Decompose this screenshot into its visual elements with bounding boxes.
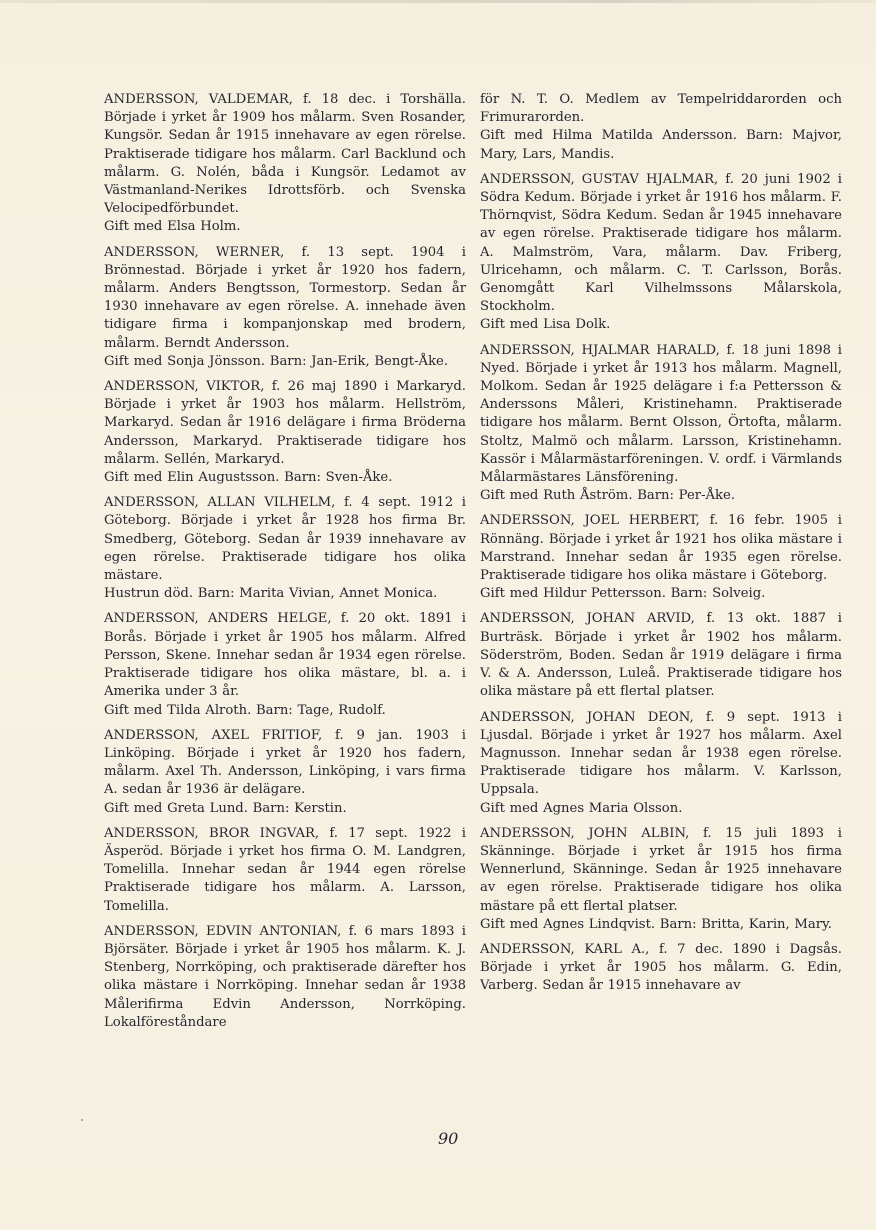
biography-entry — [104, 727, 466, 818]
biography-entry — [104, 91, 466, 237]
entry-family: Gift med Tilda Alroth. Barn: Tage, Rudolf. — [104, 702, 386, 718]
entry-text: ANDERSSON, KARL A., f. 7 dec. 1890 i Dagsås. Började i yrket år 1905 hos målarm. G. Edin, Varberg. Sedan år 1915 innehavare av — [480, 941, 842, 994]
entry-text: ANDERSSON, BROR INGVAR, f. 17 sept. 1922 i Äsperöd. Började i yrket hos firma O. M. Landgren, Tomelilla. Innehar sedan år 1944 egen rörelse Praktiserade tidigare hos målarm. A. Larsson, Tomelilla. — [104, 825, 466, 914]
entry-family: Gift med Hilma Matilda Andersson. Barn: Majvor, Mary, Lars, Mandis. — [480, 128, 842, 162]
page-top-edge — [0, 0, 876, 3]
entry-family: Gift med Sonja Jönsson. Barn: Jan-Erik, Bengt-Åke. — [104, 353, 449, 369]
entry-text: ANDERSSON, EDVIN ANTONIAN, f. 6 mars 1893 i Björsäter. Började i yrket år 1905 hos målarm. K. J. Stenberg, Norrköping, och praktiserade därefter hos olika mästare i Norrköping. Innehar sedan år 1938 Målerifirma Edvin Andersson, Norrköping. Lokalföreståndare — [104, 923, 466, 1030]
page-number: 90 — [438, 1129, 459, 1148]
entry-text: ANDERSSON, JOHAN ARVID, f. 13 okt. 1887 i Burträsk. Började i yrket år 1902 hos målarm. Söderström, Boden. Sedan år 1919 delägare i firma V. & A. Andersson, Luleå. Praktiserade tidigare hos olika mästare på ett flertal platser. — [480, 611, 842, 700]
entry-family: Gift med Lisa Dolk. — [480, 317, 611, 333]
biography-entry — [104, 825, 466, 916]
entry-family: Gift med Agnes Maria Olsson. — [480, 800, 683, 816]
entry-text: ANDERSSON, VIKTOR, f. 26 maj 1890 i Markaryd. Började i yrket år 1903 hos målarm. Hellström, Markaryd. Sedan år 1916 delägare i firma Bröderna Andersson, Markaryd. Praktiserade tidigare hos målarm. Sellén, Markaryd. — [104, 379, 466, 467]
biography-entry — [104, 923, 466, 1032]
entry-text: ANDERSSON, GUSTAV HJALMAR, f. 20 juni 1902 i Södra Kedum. Började i yrket år 1916 hos målarm. F. Thörnqvist, Södra Kedum. Sedan år 1945 innehavare av egen rörelse. Praktiserade tidigare hos målarm. A. Malmström, Vara, målarm. Dav. Friberg, Ulricehamn, och målarm. C. T. Carlsson, Borås. Genomgått Karl Vilhelmssons Målarskola, Stockholm. — [480, 171, 842, 315]
biography-entry — [480, 709, 842, 818]
biography-entry — [480, 512, 842, 603]
entry-text: ANDERSSON, HJALMAR HARALD, f. 18 juni 1898 i Nyed. Började i yrket år 1913 hos målarm. Magnell, Molkom. Sedan år 1925 delägare i f:a Pettersson & Anderssons Måleri, Kristinehamn. Praktiserade tidigare hos målarm. Bernt Olsson, Örtofta, målarm. Stoltz, Malmö och målarm. Larsson, Kristinehamn. Kassör i Målarmästarföreningen. V. ordf. i Värmlands Målarmästares Länsförening. — [480, 342, 842, 486]
biography-entry — [480, 171, 842, 335]
biography-entry — [104, 244, 466, 371]
entry-family: Gift med Agnes Lindqvist. Barn: Britta, Karin, Mary. — [480, 916, 832, 932]
biography-entry — [104, 494, 466, 603]
biography-entry — [480, 941, 842, 996]
entry-text: ANDERSSON, AXEL FRITIOF, f. 9 jan. 1903 i Linköping. Började i yrket år 1920 hos fadern, målarm. Axel Th. Andersson, Linköping, i vars firma A. sedan år 1936 är delägare. — [104, 727, 466, 798]
entry-family: Hustrun död. Barn: Marita Vivian, Annet Monica. — [104, 586, 438, 602]
biography-entry — [104, 378, 466, 487]
biography-entry — [480, 91, 842, 164]
entry-text: ANDERSSON, ALLAN VILHELM, f. 4 sept. 1912 i Göteborg. Började i yrket år 1928 hos firma Br. Smedberg, Göteborg. Sedan år 1939 innehavare av egen rörelse. Praktiserade tidigare hos olika mästare. — [104, 495, 466, 584]
entry-text: för N. T. O. Medlem av Tempelriddarorden och Frimurarorden. — [480, 92, 842, 126]
entry-text: ANDERSSON, JOEL HERBERT, f. 16 febr. 1905 i Rönnäng. Började i yrket år 1921 hos olika mästare i Marstrand. Innehar sedan år 1935 egen rörelse. Praktiserade tidigare hos olika mästare i Göteborg. — [480, 513, 842, 584]
biography-entry — [104, 610, 466, 719]
left-column — [104, 91, 466, 1039]
biography-entry — [480, 610, 842, 701]
entry-text: ANDERSSON, WERNER, f. 13 sept. 1904 i Brönnestad. Började i yrket år 1920 hos fadern, målarm. Anders Bengtsson, Tormestorp. Sedan år 1930 innehavare av egen rörelse. A. innehade även tidigare firma i kompanjonskap med brodern, målarm. Berndt Andersson. — [104, 244, 466, 351]
entry-family: Gift med Hildur Pettersson. Barn: Solveig. — [480, 586, 766, 602]
entry-text: ANDERSSON, JOHN ALBIN, f. 15 juli 1893 i Skänninge. Började i yrket år 1915 hos firma Wennerlund, Skänninge. Sedan år 1925 innehavare av egen rörelse. Praktiserade tidigare hos olika mästare på ett flertal platser. — [480, 825, 842, 914]
right-column — [480, 91, 842, 1003]
entry-family: Gift med Ruth Åström. Barn: Per-Åke. — [480, 488, 736, 504]
entry-text: ANDERSSON, VALDEMAR, f. 18 dec. i Torshälla. Började i yrket år 1909 hos målarm. Sven Rosander, Kungsör. Sedan år 1915 innehavare av egen rörelse. Praktiserade tidigare hos målarm. Carl Backlund och målarm. G. Nolén, båda i Kungsör. Ledamot av Västmanland-Nerikes Idrottsförb. och Svenska Velocipedförbundet. — [104, 92, 466, 217]
entry-text: ANDERSSON, JOHAN DEON, f. 9 sept. 1913 i Ljusdal. Började i yrket år 1927 hos målarm. Axel Magnusson. Innehar sedan år 1938 egen rörelse. Praktiserade tidigare hos målarm. V. Karlsson, Uppsala. — [480, 709, 842, 798]
entry-text: ANDERSSON, ANDERS HELGE, f. 20 okt. 1891 i Borås. Började i yrket år 1905 hos målarm. Alfred Persson, Skene. Innehar sedan år 1934 egen rörelse. Praktiserade tidigare hos olika mästare, bl. a. i Amerika under 3 år. — [104, 611, 466, 700]
entry-family: Gift med Elsa Holm. — [104, 219, 241, 235]
paper-speck — [81, 1119, 83, 1121]
entry-family: Gift med Greta Lund. Barn: Kerstin. — [104, 800, 347, 816]
biography-entry — [480, 342, 842, 506]
biography-entry — [480, 825, 842, 934]
entry-family: Gift med Elin Augustsson. Barn: Sven-Åke. — [104, 470, 393, 486]
